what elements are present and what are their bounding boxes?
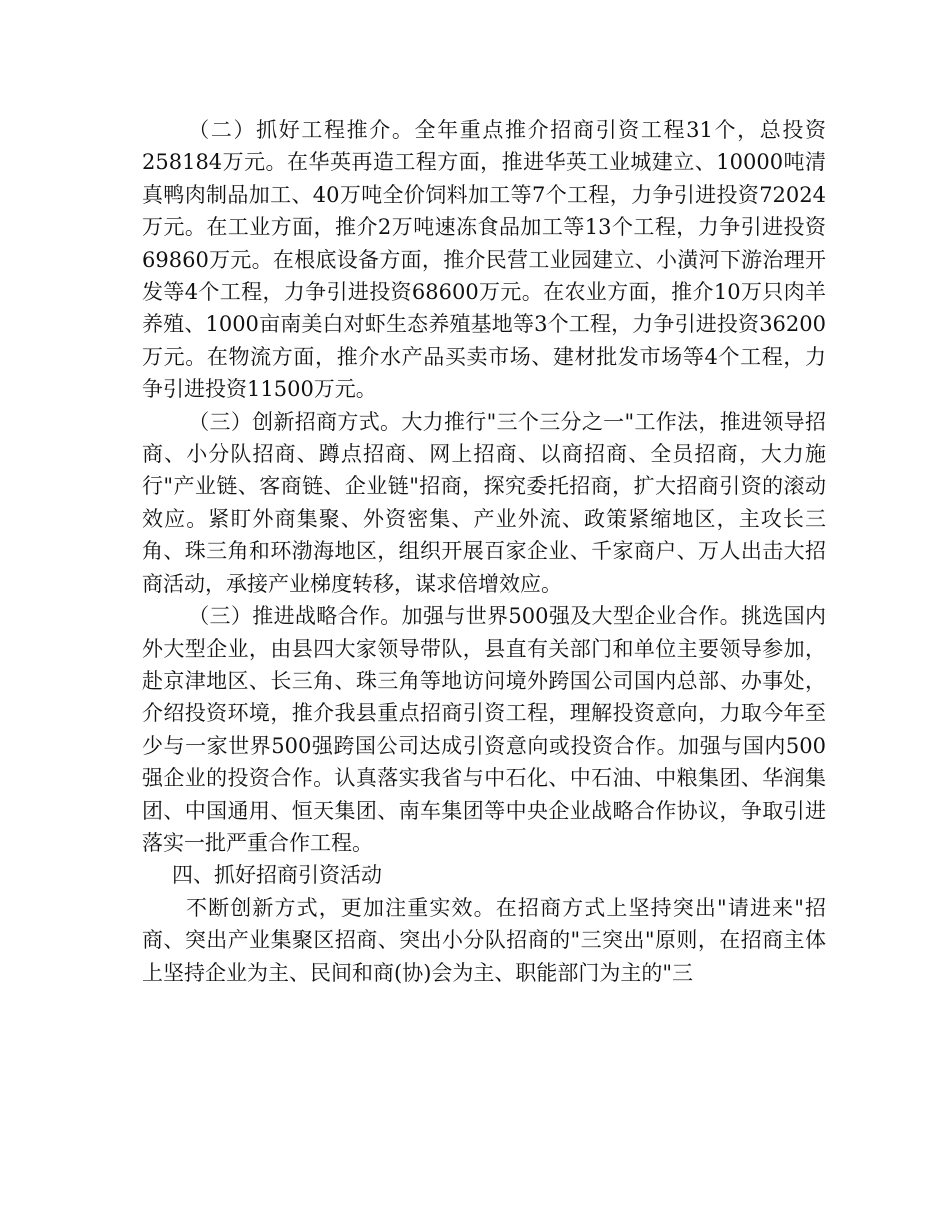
paragraph-innovation: （三）创新招商方式。大力推行"三个三分之一"工作法，推进领导招商、小分队招商、蹲点招商、网上招商、以商招商、全员招商，大力施行"产业链、客商链、企业链"招商，探究委托招商，扩大招商引资的滚动效应。紧盯外商集聚、外资密集、产业外流、政策紧缩地区，主攻长三角、珠三角和环渤海地区，组织开展百家企业、千家商户、万人出击大招商活动，承接产业梯度转移，谋求倍增效应。 [142,409,826,596]
section-heading-four: 四、抓好招商引资活动 [172,863,382,888]
paragraph-investment-activities [142,892,826,989]
paragraph-text: 不断创新方式，更加注重实效。在招商方式上坚持突出"请进来"招商、突出产业集聚区招商、突出小分队招商的"三突出"原则，在招商主体上坚持企业为主、民间和商(协)会为主、职能部门为主的"三 [142,895,826,985]
document-body [142,114,826,989]
paragraph-strategic-cooperation: （三）推进战略合作。加强与世界500强及大型企业合作。挑选国内外大型企业，由县四大家领导带队，县直有关部门和单位主要领导参加，赴京津地区、长三角、珠三角等地访问境外跨国公司国内总部、办事处，介绍投资环境，推介我县重点招商引资工程，理解投资意向，力取今年至少与一家世界500强跨国公司达成引资意向或投资合作。加强与国内500强企业的投资合作。认真落实我省与中石化、中石油、中粮集团、华润集团、中国通用、恒天集团、南车集团等中央企业战略合作协议，争取引进落实一批严重合作工程。 [142,604,826,855]
paragraph-project-promotion: （二）抓好工程推介。全年重点推介招商引资工程31个，总投资258184万元。在华英再造工程方面，推进华英工业城建立、10000吨清真鸭肉制品加工、40万吨全价饲料加工等7个工程，力争引进投资72024万元。在工业方面，推介2万吨速冻食品加工等13个工程，力争引进投资69860万元。在根底设备方面，推介民营工业园建立、小潢河下游治理开发等4个工程，力争引进投资68600万元。在农业方面，推介10万只肉羊养殖、1000亩南美白对虾生态养殖基地等3个工程，力争引进投资36200万元。在物流方面，推介水产品买卖市场、建材批发市场等4个工程，力争引进投资11500万元。 [142,118,826,402]
